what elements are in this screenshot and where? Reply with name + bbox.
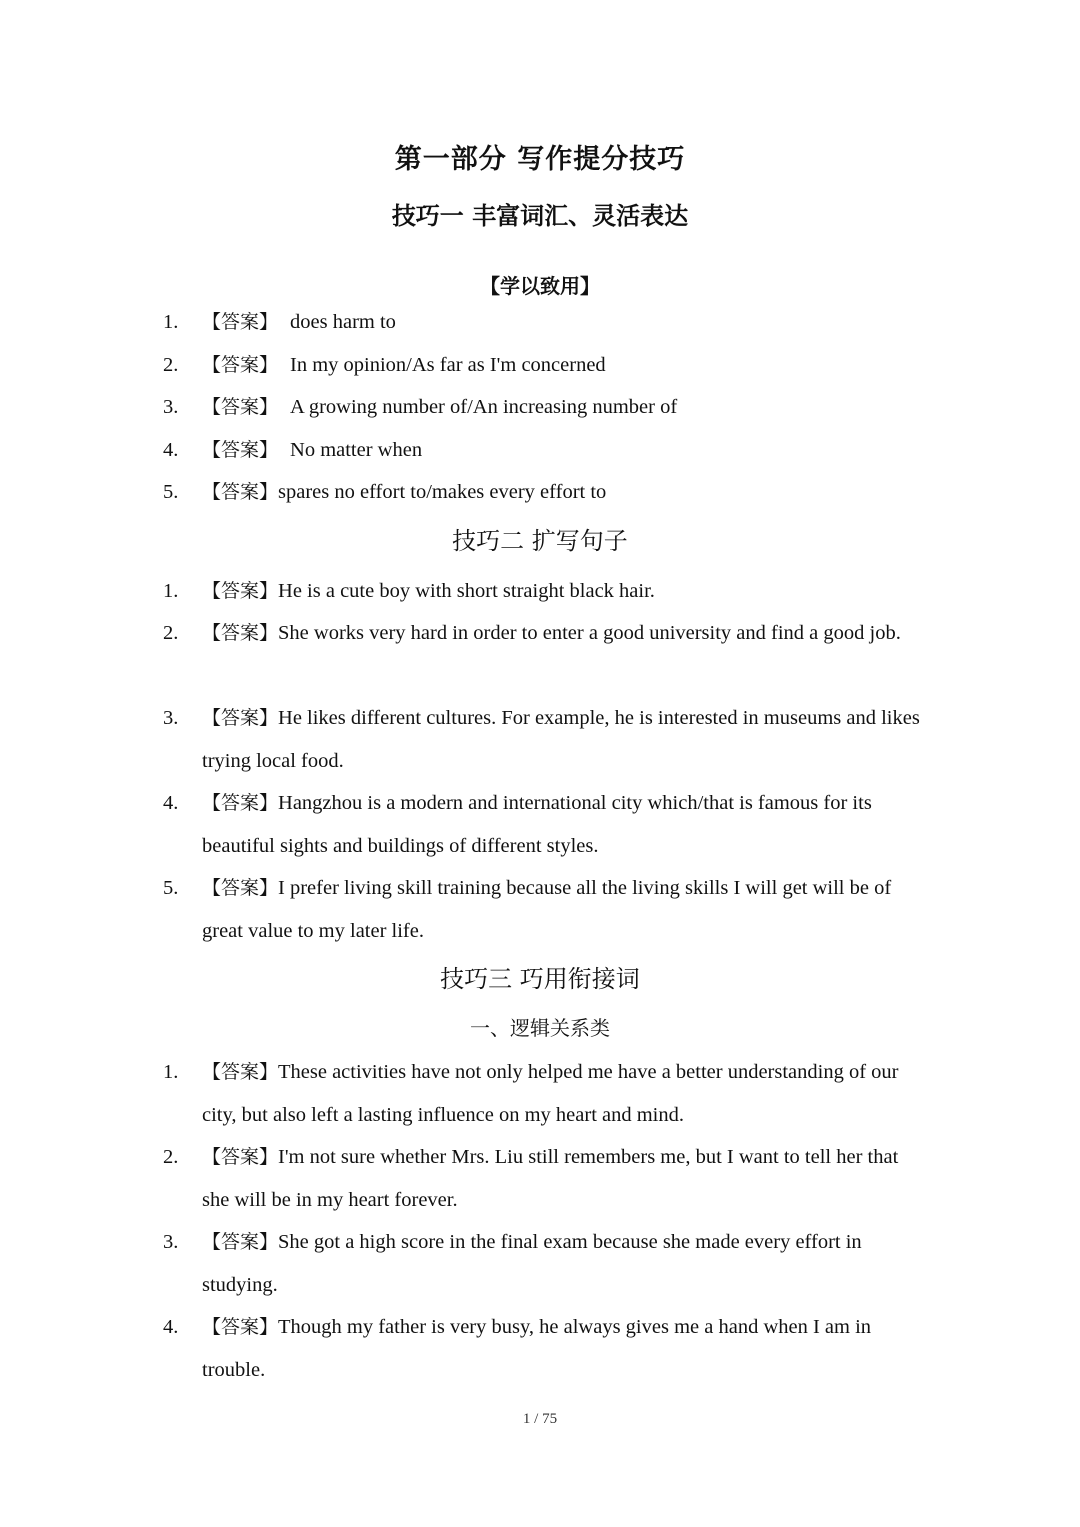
list-item xyxy=(163,1306,923,1391)
list-item xyxy=(163,867,923,952)
item-number: 1. xyxy=(163,580,179,602)
answer-text: She works very hard in order to enter a good university and find a good job. xyxy=(278,622,901,644)
section-subtitle-1: 【学以致用】 xyxy=(480,274,600,298)
page-number: 1 / 75 xyxy=(522,1411,558,1427)
answer-text: Though my father is very busy, he always gives me a hand when I am in trouble. xyxy=(202,1316,872,1381)
section-title-3: 技巧三 巧用衔接词 xyxy=(440,965,640,993)
item-number: 5. xyxy=(163,877,179,899)
answer-tag: 【答案】 xyxy=(202,439,279,461)
list-item xyxy=(163,782,923,867)
answer-text: No matter when xyxy=(290,439,423,461)
answer-tag: 【答案】 xyxy=(202,580,279,602)
list-item xyxy=(163,1221,923,1306)
list-item xyxy=(163,471,923,514)
list-item xyxy=(163,570,923,613)
item-number: 2. xyxy=(163,622,179,644)
answer-tag: 【答案】 xyxy=(202,1146,279,1168)
item-number: 4. xyxy=(163,439,179,461)
item-number: 4. xyxy=(163,792,179,814)
answer-text: These activities have not only helped me have a better understanding of our city, but also left a lasting influence on my heart and mind. xyxy=(202,1061,899,1126)
answer-tag: 【答案】 xyxy=(202,622,279,644)
answer-text: does harm to xyxy=(290,311,396,333)
list-item xyxy=(163,697,923,782)
answer-tag: 【答案】 xyxy=(202,1061,279,1083)
section-title-2: 技巧二 扩写句子 xyxy=(452,527,628,555)
item-number: 3. xyxy=(163,1231,179,1253)
answer-tag: 【答案】 xyxy=(202,354,279,376)
answer-tag: 【答案】 xyxy=(202,1231,279,1253)
answer-tag: 【答案】 xyxy=(202,1316,279,1338)
answer-text: In my opinion/As far as I'm concerned xyxy=(290,354,606,376)
list-item xyxy=(163,429,923,472)
item-number: 1. xyxy=(163,311,179,333)
item-number: 1. xyxy=(163,1061,179,1083)
answer-tag: 【答案】 xyxy=(202,481,279,503)
answer-tag: 【答案】 xyxy=(202,311,279,333)
list-item xyxy=(163,1136,923,1221)
answer-text: She got a high score in the final exam because she made every effort in studying. xyxy=(202,1231,862,1296)
section-subtitle-3: 一、逻辑关系类 xyxy=(470,1016,610,1040)
answer-text: spares no effort to/makes every effort to xyxy=(278,481,607,503)
list-item xyxy=(163,301,923,344)
answer-text: Hangzhou is a modern and international city which/that is famous for its beautiful sights and buildings of different styles. xyxy=(202,792,872,857)
answer-text: I'm not sure whether Mrs. Liu still remembers me, but I want to tell her that she will be in my heart forever. xyxy=(202,1146,899,1211)
section-title-1: 技巧一 丰富词汇、灵活表达 xyxy=(391,202,689,230)
list-item xyxy=(163,344,923,387)
list-item xyxy=(163,1051,923,1136)
item-number: 5. xyxy=(163,481,179,503)
answer-tag: 【答案】 xyxy=(202,396,279,418)
item-number: 2. xyxy=(163,354,179,376)
item-number: 2. xyxy=(163,1146,179,1168)
answer-text: He likes different cultures. For example, he is interested in museums and likes trying local food. xyxy=(202,707,920,772)
answer-tag: 【答案】 xyxy=(202,792,279,814)
page-title: 第一部分 写作提分技巧 xyxy=(394,144,686,175)
list-item xyxy=(163,386,923,429)
answer-tag: 【答案】 xyxy=(202,877,279,899)
item-number: 4. xyxy=(163,1316,179,1338)
answer-text: He is a cute boy with short straight black hair. xyxy=(278,580,655,602)
list-item xyxy=(163,612,923,655)
item-number: 3. xyxy=(163,396,179,418)
item-number: 3. xyxy=(163,707,179,729)
answer-tag: 【答案】 xyxy=(202,707,279,729)
answer-text: I prefer living skill training because all the living skills I will get will be of great value to my later life. xyxy=(202,877,892,942)
answer-text: A growing number of/An increasing number of xyxy=(290,396,678,418)
